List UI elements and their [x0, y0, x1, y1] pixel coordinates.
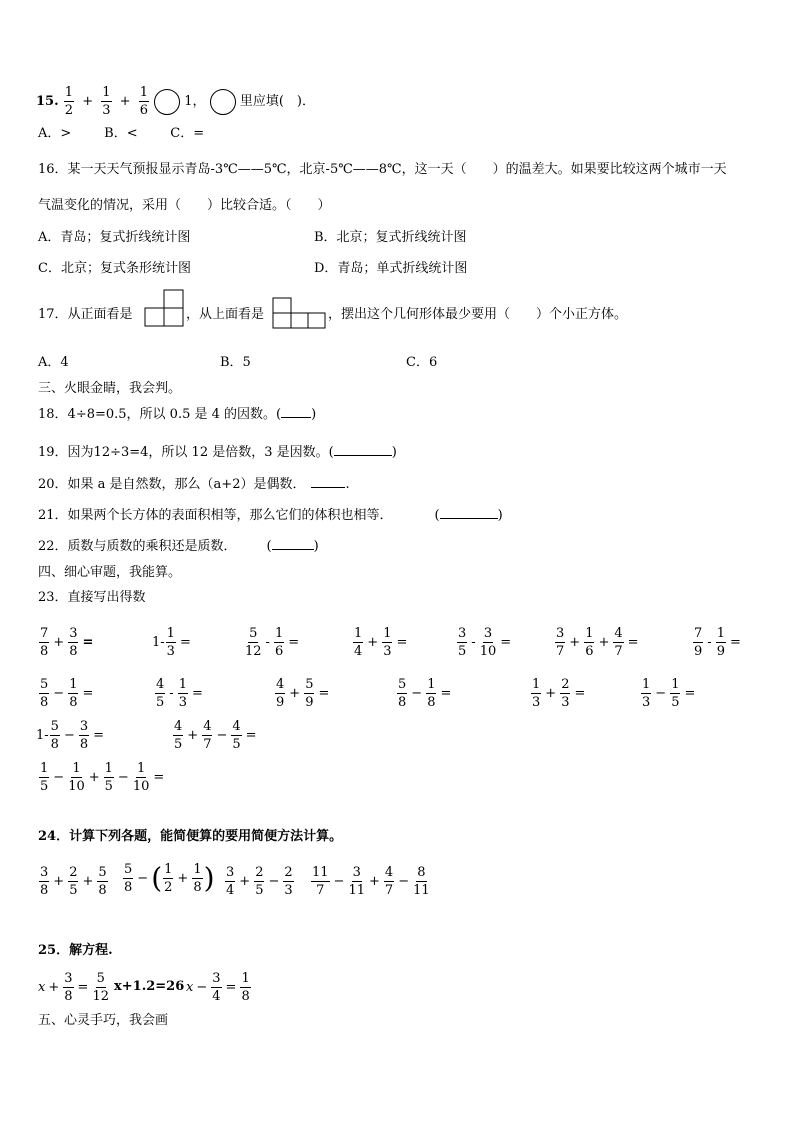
q17-option-c[interactable]: C．6: [406, 355, 438, 370]
q23-expr: $\frac{1}{4}$ + $\frac{1}{3}$ =: [354, 626, 408, 659]
q23-expr: $\frac{4}{5}$ + $\frac{4}{7}$ − $\frac{4}{5}$ =: [174, 719, 257, 752]
fraction: $\frac{1}{2}$: [64, 85, 74, 118]
answer-blank[interactable]: [334, 443, 392, 456]
answer-blank[interactable]: [272, 537, 314, 550]
q17-option-a[interactable]: A．4: [38, 355, 69, 370]
q25-title: 25．解方程.: [38, 943, 113, 958]
q17-text1: 17．从正面看是: [38, 307, 133, 322]
answer-blank[interactable]: [281, 405, 311, 418]
option-c[interactable]: C．=: [170, 126, 205, 141]
q18: 18．4÷8=0.5，所以 0.5 是 4 的因数。( ): [38, 407, 317, 422]
q15-options: [38, 125, 204, 143]
q25-equation: x+1.2=26: [114, 979, 185, 994]
q23-expr: $\frac{5}{12}$ - $\frac{1}{6}$ =: [245, 626, 300, 659]
answer-circle[interactable]: [210, 89, 236, 115]
fraction: $\frac{1}{3}$: [102, 85, 111, 118]
q23-expr: $\frac{1}{3}$ + $\frac{2}{3}$ =: [532, 677, 586, 710]
q23-expr: $\frac{3}{5}$ - $\frac{3}{10}$ =: [458, 626, 512, 659]
section-4-heading: 四、细心审题，我能算。: [38, 565, 182, 580]
q23-expr: $\frac{1}{3}$ − $\frac{1}{5}$ =: [642, 677, 696, 710]
answer-circle[interactable]: [154, 89, 180, 115]
q24-expr: $\frac{5}{8}$ − ( $\frac{1}{2}$ + $\frac{1}{8}$ ): [124, 861, 215, 895]
q20: 20．如果 a 是自然数，那么（a+2）是偶数． .: [38, 477, 350, 492]
q23-expr: $\frac{3}{7}$ + $\frac{1}{6}$ + $\frac{4}{7}$ =: [556, 626, 639, 659]
q23-expr: $\frac{7}{9}$ - $\frac{1}{9}$ =: [694, 626, 741, 659]
q17-option-b[interactable]: B．5: [220, 355, 251, 370]
q25-equation: x + $\frac{3}{8}$ = $\frac{5}{12}$: [38, 971, 109, 1004]
q24-expr: $\frac{3}{4}$ + $\frac{2}{5}$ − $\frac{2}{3}$: [226, 865, 293, 898]
q16-line2: 气温变化的情况，采用（ ）比较合适。（ ）: [38, 198, 331, 213]
q23-expr: 1- $\frac{5}{8}$ − $\frac{3}{8}$ =: [36, 719, 105, 752]
q15: 15. $\frac{1}{2}$ + $\frac{1}{3}$ + $\frac{1}{6}$ 1， 里应填( )．: [36, 85, 315, 118]
q23-title: 23．直接写出得数: [38, 590, 146, 605]
q23-expr: 1- $\frac{1}{3}$ =: [152, 626, 191, 659]
answer-blank[interactable]: [440, 506, 498, 519]
q23-expr: $\frac{4}{5}$ - $\frac{1}{3}$ =: [156, 677, 203, 710]
q25-equation: x − $\frac{3}{4}$ = $\frac{1}{8}$: [186, 971, 250, 1004]
q15-number: 15.: [36, 94, 59, 109]
q16-line1: 16．某一天天气预报显示青岛-3℃——5℃，北京-5℃——8℃，这一天（ ）的温差大。如果要比较这两个城市一天: [38, 162, 727, 177]
front-view-figure: [144, 289, 184, 327]
q22: 22．质数与质数的乘积还是质数． ( ): [38, 539, 319, 554]
q16-option-d[interactable]: D．青岛；单式折线统计图: [314, 261, 468, 276]
q17-text2: ，从上面看是: [186, 307, 265, 322]
q24-expr: $\frac{11}{7}$ − $\frac{3}{11}$ + $\frac{4}{7}$ − $\frac{8}{11}$: [312, 865, 430, 898]
top-view-figure: [272, 297, 327, 329]
q21: 21．如果两个长方体的表面积相等，那么它们的体积也相等． ( ): [38, 508, 503, 523]
q23-expr: $\frac{7}{8}$ + $\frac{3}{8}$ =: [40, 626, 94, 659]
q19: 19．因为12÷3=4，所以 12 是倍数，3 是因数。( ): [38, 445, 397, 460]
q23-expr: $\frac{5}{8}$ − $\frac{1}{8}$ =: [40, 677, 94, 710]
q23-expr: $\frac{5}{8}$ − $\frac{1}{8}$ =: [398, 677, 452, 710]
q24-title: 24．计算下列各题，能简便算的要用简便方法计算。: [38, 829, 343, 844]
q23-expr: $\frac{4}{9}$ + $\frac{5}{9}$ =: [276, 677, 330, 710]
fraction: $\frac{1}{6}$: [139, 85, 148, 118]
q17-text3: ，摆出这个几何形体最少要用（ ）个小正方体。: [328, 307, 628, 322]
section-3-heading: 三、火眼金睛，我会判。: [38, 381, 182, 396]
q16-option-b[interactable]: B．北京；复式折线统计图: [314, 230, 467, 245]
q16-option-c[interactable]: C．北京；复式条形统计图: [38, 261, 191, 276]
q24-expr: $\frac{3}{8}$ + $\frac{2}{5}$ + $\frac{5}{8}$: [40, 865, 107, 898]
section-5-heading: 五、心灵手巧，我会画: [38, 1013, 169, 1028]
answer-blank[interactable]: [311, 475, 345, 488]
q23-expr: $\frac{1}{5}$ − $\frac{1}{10}$ + $\frac{1}{5}$ − $\frac{1}{10}$ =: [40, 761, 165, 794]
option-b[interactable]: B．<: [104, 126, 138, 141]
option-a[interactable]: A．>: [38, 126, 72, 141]
q16-option-a[interactable]: A．青岛；复式折线统计图: [38, 230, 191, 245]
